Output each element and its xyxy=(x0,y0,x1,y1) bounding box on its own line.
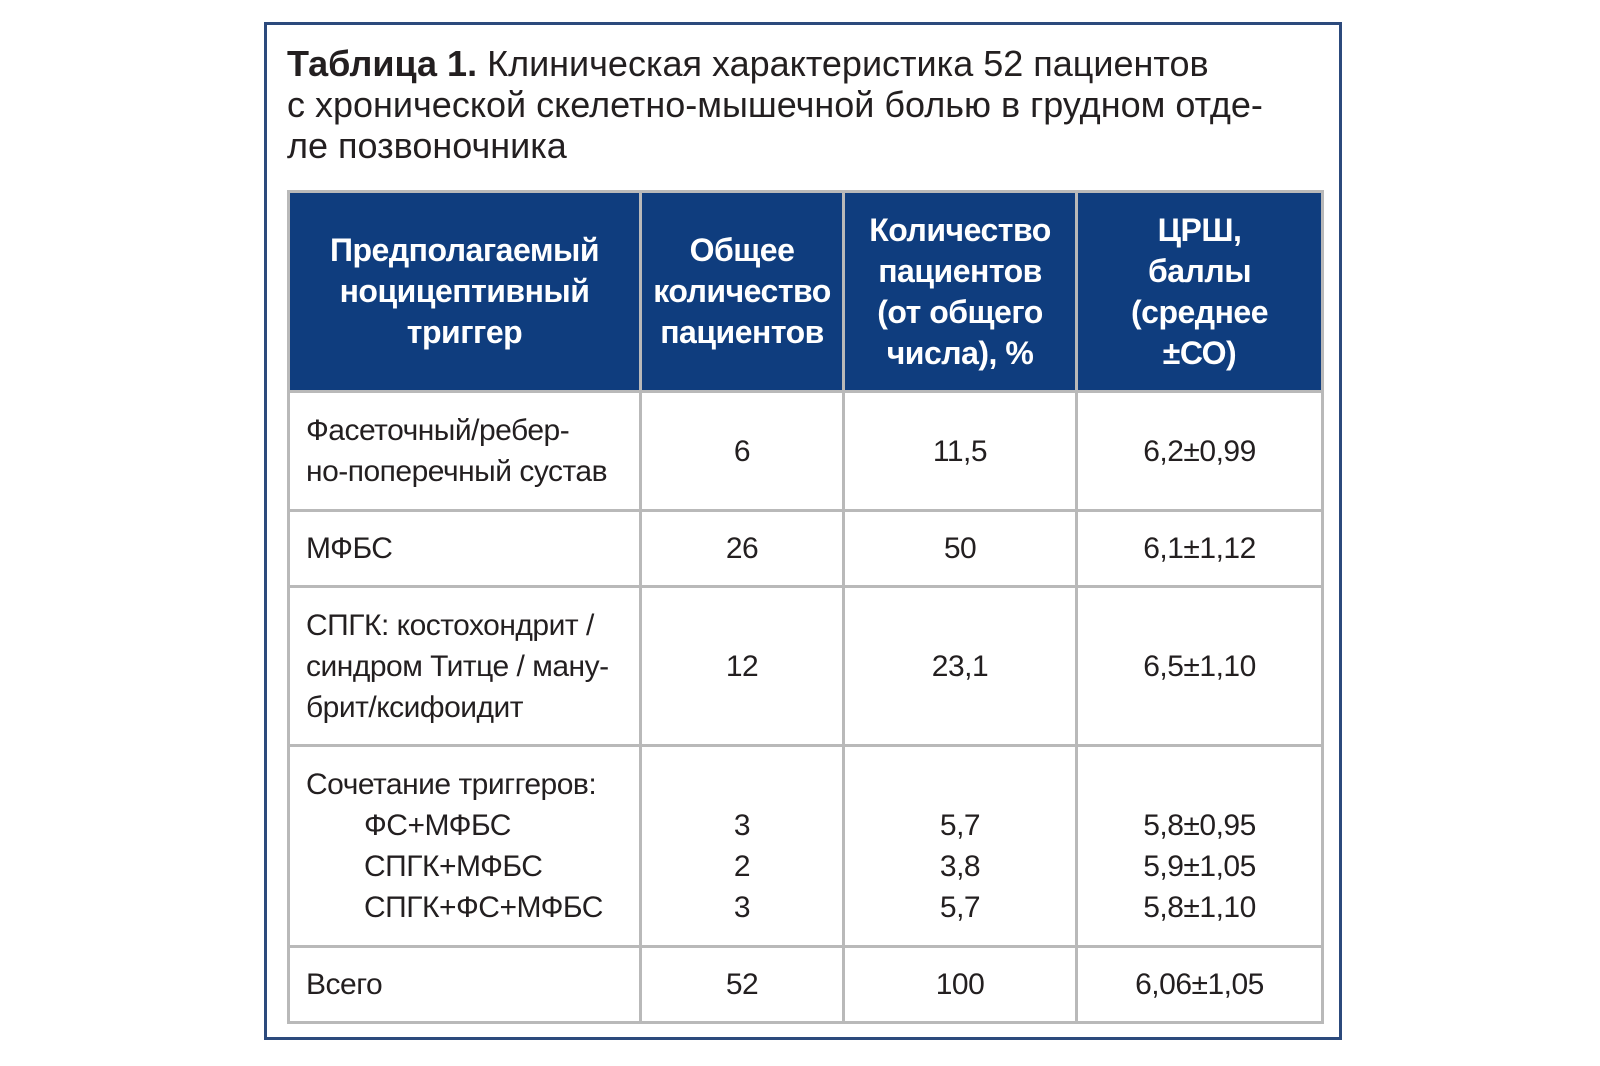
cell-score: 6,5±1,10 xyxy=(1077,587,1323,746)
patients-table xyxy=(287,190,1324,1024)
cell-total: 12 xyxy=(641,587,844,746)
cell-score: 6,2±0,99 xyxy=(1077,392,1323,511)
cell-percent: 100 xyxy=(844,947,1077,1023)
caption-label: Таблица 1. xyxy=(287,43,478,84)
cell-percent: 11,5 xyxy=(844,392,1077,511)
combination-heading: Сочетание триггеров: xyxy=(306,768,597,801)
combination-item: СПГК+МФБС xyxy=(364,850,543,883)
caption-text-1: Клиническая характеристика 52 пациентов xyxy=(487,43,1209,84)
cell-trigger: Всего xyxy=(289,947,641,1023)
table-row-facet xyxy=(289,392,1323,511)
cell-trigger: МФБС xyxy=(289,511,641,587)
cell-total: 26 xyxy=(641,511,844,587)
cell-total: 52 xyxy=(641,947,844,1023)
caption-line-2: с хронической скелетно-мышечной болью в грудном отде- xyxy=(287,84,1263,125)
table-row-mfbs xyxy=(289,511,1323,587)
table-frame xyxy=(264,22,1342,1040)
cell-trigger: СПГК: костохондрит / синдром Титце / ману- брит/ксифоидит xyxy=(289,587,641,746)
combination-item: СПГК+ФС+МФБС xyxy=(364,891,603,924)
cell-percent: 23,1 xyxy=(844,587,1077,746)
table-row-total xyxy=(289,947,1323,1023)
cell-trigger xyxy=(289,746,641,947)
header-total-patients: Общее количество пациентов xyxy=(641,192,844,392)
combination-item: ФС+МФБС xyxy=(364,809,511,842)
cell-score: 6,1±1,12 xyxy=(1077,511,1323,587)
table-row-combination xyxy=(289,746,1323,947)
cell-score: 5,8±0,95 5,9±1,05 5,8±1,10 xyxy=(1077,746,1323,947)
cell-total: 6 xyxy=(641,392,844,511)
header-trigger: Предполагаемый ноцицептивный триггер xyxy=(289,192,641,392)
cell-score: 6,06±1,05 xyxy=(1077,947,1323,1023)
cell-percent: 5,7 3,8 5,7 xyxy=(844,746,1077,947)
header-row xyxy=(289,192,1323,392)
caption-line-3: ле позвоночника xyxy=(287,125,567,166)
table-row-spgk xyxy=(289,587,1323,746)
cell-percent: 50 xyxy=(844,511,1077,587)
header-percent: Количество пациентов (от общего числа), % xyxy=(844,192,1077,392)
header-score: ЦРШ, баллы (среднее ±СО) xyxy=(1077,192,1323,392)
cell-trigger: Фасеточный/ребер- но-поперечный сустав xyxy=(289,392,641,511)
caption-line-1 xyxy=(287,43,1327,84)
cell-total: 3 2 3 xyxy=(641,746,844,947)
table-caption xyxy=(287,43,1327,166)
